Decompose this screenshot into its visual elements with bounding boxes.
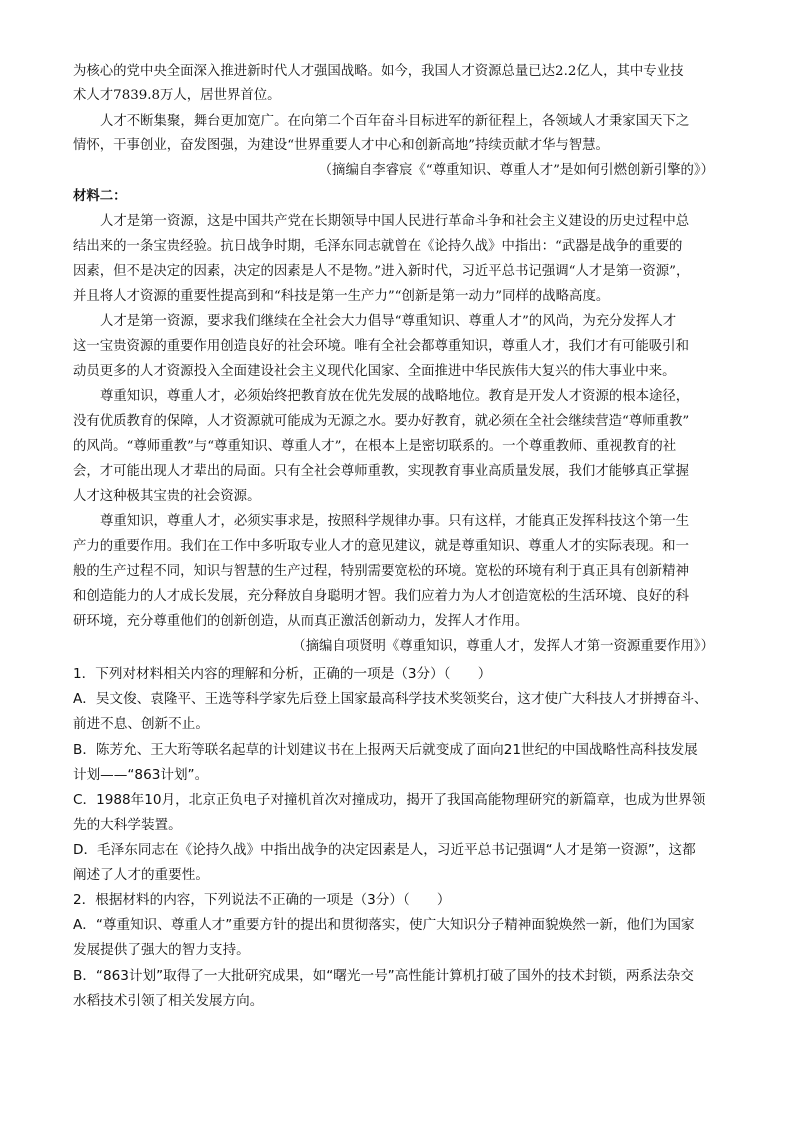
paragraph-line: 会，才可能出现人才辈出的局面。只有全社会尊师重教，实现教育事业高质量发展，我们才能够真正掌握 bbox=[73, 464, 689, 479]
intro-line-1: 为核心的党中央全面深入推进新时代人才强国战略。如今，我国人才资源总量已达2.2亿人，其中专业技 bbox=[73, 64, 684, 79]
intro-line-3: 人才不断集聚，舞台更加宽广。在向第二个百年奋斗目标进军的新征程上，各领域人才秉家国天下之 bbox=[100, 114, 690, 129]
paragraph-line: 动员更多的人才资源投入全面建设社会主义现代化国家、全面推进中华民族伟大复兴的伟大事业中来。 bbox=[73, 364, 676, 379]
paragraph-line: 人才是第一资源，这是中国共产党在长期领导中国人民进行革命斗争和社会主义建设的历史过程中总 bbox=[100, 214, 690, 229]
paragraph-line: 因素，但不是决定的因素，决定的因素是人不是物。”进入新时代，习近平总书记强调“人才是第一资源”， bbox=[73, 264, 690, 279]
paragraph-line: 产力的重要作用。我们在工作中多听取专业人才的意见建议，就是尊重知识、尊重人才的实际表现。和一 bbox=[73, 539, 689, 554]
question-1-option-c: C．1988年10月，北京正负电子对撞机首次对撞成功，揭开了我国高能物理研究的新篇章，也成为世界领 bbox=[73, 792, 706, 808]
question-2-stem: 2．根据材料的内容，下列说法不正确的一项是（3分）（ ） bbox=[73, 892, 451, 908]
question-1-stem: 1．下列对材料相关内容的理解和分析，正确的一项是（3分）（ ） bbox=[73, 666, 492, 682]
question-1-option-b-cont: 计划——“863计划”。 bbox=[73, 767, 209, 783]
paragraph-line: 尊重知识，尊重人才，必须始终把教育放在优先发展的战略地位。教育是开发人才资源的根本途径， bbox=[100, 389, 690, 404]
question-1-option-d: D．毛泽东同志在《论持久战》中指出战争的决定因素是人，习近平总书记强调“人才是第一资源”，这都 bbox=[73, 842, 696, 858]
paragraph-line: 人才是第一资源，要求我们继续在全社会大力倡导“尊重知识、尊重人才”的风尚，为充分发挥人才 bbox=[100, 314, 677, 329]
question-2-option-b: B．“863计划”取得了一大批研究成果，如“曙光一号”高性能计算机打破了国外的技术封锁，两系法杂交 bbox=[73, 968, 694, 984]
paragraph-line: 尊重知识，尊重人才，必须实事求是，按照科学规律办事。只有这样，才能真正发挥科技这个第一生 bbox=[100, 514, 690, 529]
intro-line-4: 情怀，干事创业，奋发图强，为建设“世界重要人才中心和创新高地”持续贡献才华与智慧。 bbox=[73, 138, 609, 153]
material-2-heading: 材料二： bbox=[73, 189, 127, 204]
paragraph-line: 和创造能力的人才成长发展，充分释放自身聪明才智。我们应着力为人才创造宽松的生活环境、良好的科 bbox=[73, 589, 689, 604]
paragraph-line: 的风尚。“尊师重教”与“尊重知识、尊重人才”，在根本上是密切联系的。一个尊重教师、重视教育的社 bbox=[73, 439, 677, 454]
question-2-option-a: A．“尊重知识、尊重人才”重要方针的提出和贯彻落实，使广大知识分子精神面貌焕然一新，他们为国家 bbox=[73, 917, 695, 933]
paragraph-line: 人才这种极其宝贵的社会资源。 bbox=[73, 489, 261, 504]
paragraph-line: 般的生产过程不同，知识与智慧的生产过程，特别需要宽松的环境。宽松的环境有利于真正具有创新精神 bbox=[73, 564, 689, 579]
question-1-option-c-cont: 先的大科学装置。 bbox=[73, 817, 182, 833]
intro-line-2: 术人才7839.8万人，居世界首位。 bbox=[73, 88, 281, 103]
question-2-option-a-cont: 发展提供了强大的智力支持。 bbox=[73, 942, 250, 958]
question-1-option-b: B．陈芳允、王大珩等联名起草的计划建议书在上报两天后就变成了面向21世纪的中国战略性高科技发展 bbox=[73, 742, 698, 758]
question-1-option-d-cont: 阐述了人才的重要性。 bbox=[73, 867, 209, 883]
question-1-option-a-cont: 前进不息、创新不止。 bbox=[73, 716, 209, 732]
paragraph-line: 结出来的一条宝贵经验。抗日战争时期，毛泽东同志就曾在《论持久战》中指出：“武器是战争的重要的 bbox=[73, 239, 683, 254]
paragraph-line: 并且将人才资源的重要性提高到和“科技是第一生产力”“创新是第一动力”同样的战略高度。 bbox=[73, 289, 610, 304]
source-citation-1: （摘编自李睿宸《“尊重知识、尊重人才”是如何引燃创新引擎的》） bbox=[318, 163, 714, 178]
question-2-option-b-cont: 水稻技术引领了相关发展方向。 bbox=[73, 993, 264, 1009]
paragraph-line: 没有优质教育的保障，人才资源就可能成为无源之水。要办好教育，就必须在全社会继续营造“尊师重教” bbox=[73, 414, 690, 429]
source-citation-2: （摘编自项贤明《尊重知识，尊重人才，发挥人才第一资源重要作用》） bbox=[292, 639, 714, 654]
paragraph-line: 这一宝贵资源的重要作用创造良好的社会环境。唯有全社会都尊重知识，尊重人才，我们才有可能吸引和 bbox=[73, 339, 689, 354]
question-1-option-a: A．吴文俊、袁隆平、王选等科学家先后登上国家最高科学技术奖领奖台，这才使广大科技人才拼搏奋斗、 bbox=[73, 691, 708, 707]
paragraph-line: 研环境，充分尊重他们的创新创造，从而真正激活创新动力，发挥人才作用。 bbox=[73, 614, 529, 629]
